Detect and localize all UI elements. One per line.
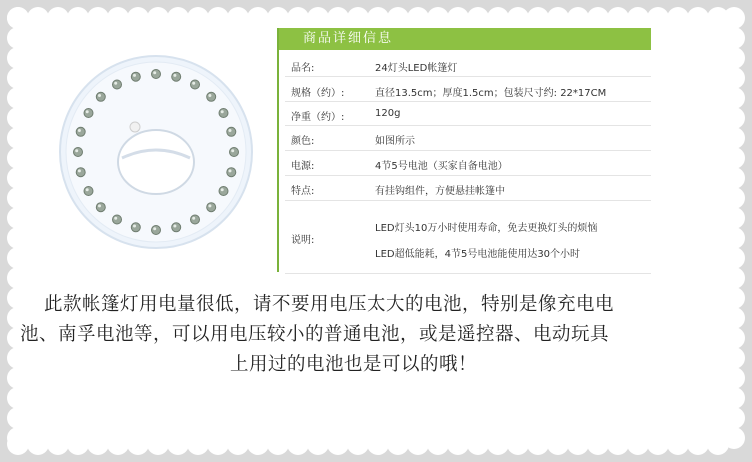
led-bulb-icon	[96, 203, 105, 212]
usage-note-line: 上用过的电池也是可以的哦！	[230, 354, 478, 375]
led-highlight	[153, 71, 156, 74]
led-highlight	[173, 74, 176, 77]
led-bulb-icon	[76, 127, 85, 136]
spec-value: 4节5号电池（买家自备电池）	[375, 161, 508, 172]
led-highlight	[208, 204, 211, 207]
led-bulb-icon	[113, 215, 122, 224]
led-highlight	[78, 169, 81, 172]
spec-row-weight	[285, 102, 651, 126]
spec-key: 规格（约）:	[291, 88, 345, 99]
led-highlight	[153, 227, 156, 230]
spec-value: 直径13.5cm；厚度1.5cm；包装尺寸约: 22*17CM	[375, 88, 607, 99]
led-bulb-icon	[219, 109, 228, 118]
led-highlight	[173, 225, 176, 228]
led-highlight	[75, 149, 78, 152]
usage-note	[20, 290, 720, 380]
spec-key: 净重（约）:	[291, 112, 345, 123]
usage-note-line: 此款帐篷灯用电量很低，请不要用电压太大的电池，特别是像充电电	[44, 294, 615, 315]
led-bulb-icon	[76, 168, 85, 177]
led-highlight	[86, 110, 89, 113]
led-highlight	[208, 94, 211, 97]
led-bulb-icon	[207, 203, 216, 212]
led-highlight	[86, 188, 89, 191]
spec-value: 120g	[375, 108, 401, 119]
led-bulb-icon	[84, 109, 93, 118]
spec-key: 颜色:	[291, 136, 315, 147]
tent-light-image	[34, 30, 278, 274]
led-highlight	[114, 82, 117, 85]
usage-note-line: 池、南孚电池等，可以用电压较小的普通电池，或是遥控器、电动玩具	[20, 324, 610, 345]
led-bulb-icon	[207, 92, 216, 101]
led-highlight	[78, 129, 81, 132]
spec-key: 特点:	[291, 186, 315, 197]
led-bulb-icon	[230, 148, 239, 157]
led-highlight	[229, 169, 232, 172]
led-bulb-icon	[74, 148, 83, 157]
led-highlight	[98, 94, 101, 97]
spec-row-color	[285, 126, 651, 151]
led-bulb-icon	[96, 92, 105, 101]
spec-row-feature	[285, 176, 651, 201]
spec-value: 如图所示	[375, 136, 415, 147]
led-bulb-icon	[113, 80, 122, 89]
spec-value: LED灯头10万小时使用寿命，免去更换灯头的烦恼	[375, 223, 598, 234]
led-bulb-icon	[84, 187, 93, 196]
spec-value: LED超低能耗，4节5号电池能使用达30个小时	[375, 249, 581, 260]
spec-key: 电源:	[291, 161, 315, 172]
led-highlight	[98, 204, 101, 207]
led-highlight	[133, 74, 136, 77]
led-highlight	[221, 188, 224, 191]
led-highlight	[114, 217, 117, 220]
spec-key: 品名:	[291, 63, 315, 74]
spec-row-power	[285, 151, 651, 176]
spec-row-desc	[285, 201, 651, 274]
details-title: 商品详细信息	[303, 31, 394, 46]
led-bulb-icon	[191, 215, 200, 224]
led-highlight	[192, 217, 195, 220]
led-bulb-icon	[227, 168, 236, 177]
led-bulb-icon	[131, 223, 140, 232]
spec-row-name	[285, 54, 651, 77]
divider-line	[277, 28, 279, 272]
led-bulb-icon	[227, 127, 236, 136]
led-highlight	[192, 82, 195, 85]
spec-value: 有挂钩组件，方便悬挂帐篷中	[375, 186, 505, 197]
led-bulb-icon	[152, 226, 161, 235]
led-highlight	[221, 110, 224, 113]
led-highlight	[133, 225, 136, 228]
spec-key: 说明:	[291, 235, 315, 246]
led-bulb-icon	[172, 223, 181, 232]
led-bulb-icon	[191, 80, 200, 89]
led-bulb-icon	[152, 70, 161, 79]
details-header	[279, 28, 651, 50]
led-bulb-icon	[131, 72, 140, 81]
spec-row-size	[285, 77, 651, 102]
led-bulb-icon	[219, 187, 228, 196]
led-bulb-icon	[172, 72, 181, 81]
led-highlight	[231, 149, 234, 152]
spec-value: 24灯头LED帐篷灯	[375, 63, 458, 74]
led-highlight	[229, 129, 232, 132]
